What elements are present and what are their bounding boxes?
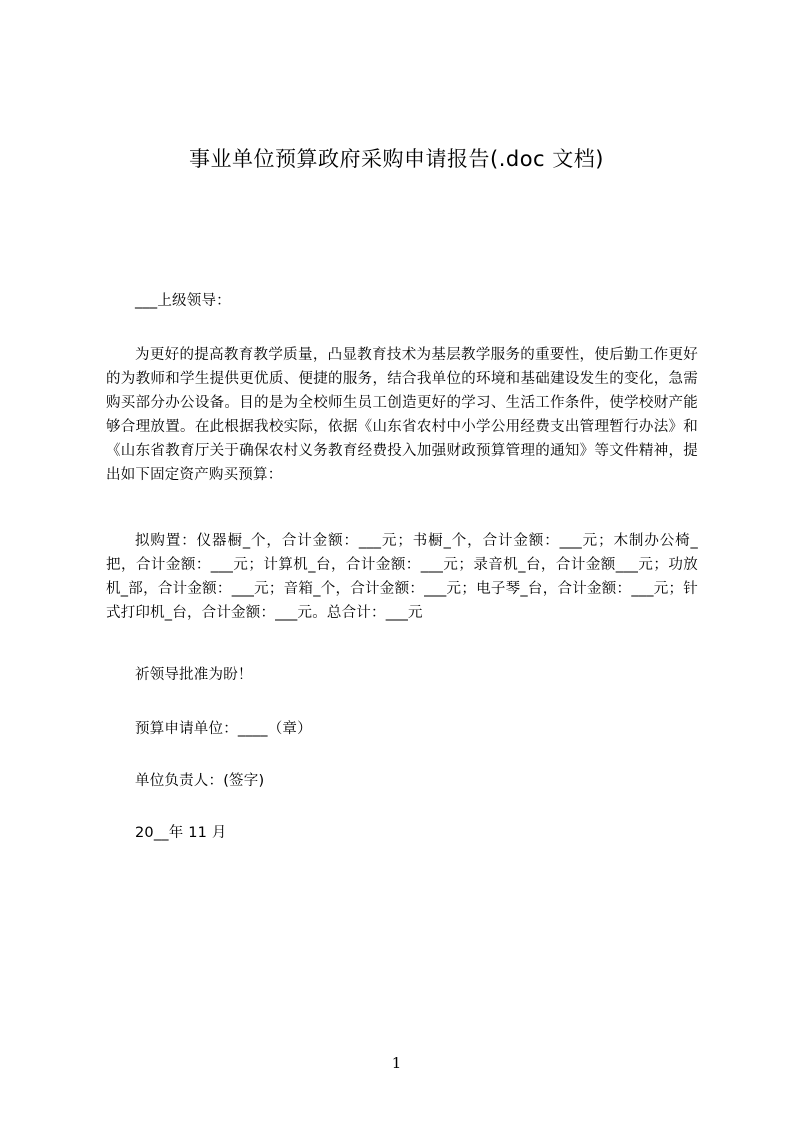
body-paragraph: 为更好的提高教育教学质量，凸显教育技术为基层教学服务的重要性，使后勤工作更好的为教师和学生提供更优质、便捷的服务，结合我单位的环境和基础建设发生的变化，急需购买部分办公设备。目的是为全校师生员工创造更好的学习、生活工作条件，使学校财产能够合理放置。在此根据我校实际，依据《山东省农村中小学公用经费支出管理暂行办法》和《山东省教育厅关于确保农村义务教育经费投入加强财政预算管理的通知》等文件精神，提出如下固定资产购买预算： bbox=[106, 347, 698, 483]
applying-unit-line: 预算申请单位：____（章） bbox=[135, 721, 312, 737]
purchase-list-paragraph: 拟购置：仪器橱_个，合计金额：___元；书橱_个，合计金额：___元；木制办公椅_把，合计金额：___元；计算机_台，合计金额：___元；录音机_台，合计金额___元；功放机_部，合计金额：___元；音箱_个，合计金额：___元；电子琴_台，合计金额：___元；针式打印机_台，合计金额：___元。总合计：___元 bbox=[106, 533, 698, 621]
salutation: ___上级领导： bbox=[135, 293, 231, 309]
page-number: 1 bbox=[391, 1054, 402, 1072]
responsible-person-line: 单位负责人：(签字) bbox=[135, 773, 265, 789]
document-title: 事业单位预算政府采购申请报告(.doc 文档) bbox=[189, 147, 604, 171]
request-line: 祈领导批准为盼！ bbox=[135, 667, 253, 683]
date-line: 20__年 11 月 bbox=[135, 825, 227, 841]
